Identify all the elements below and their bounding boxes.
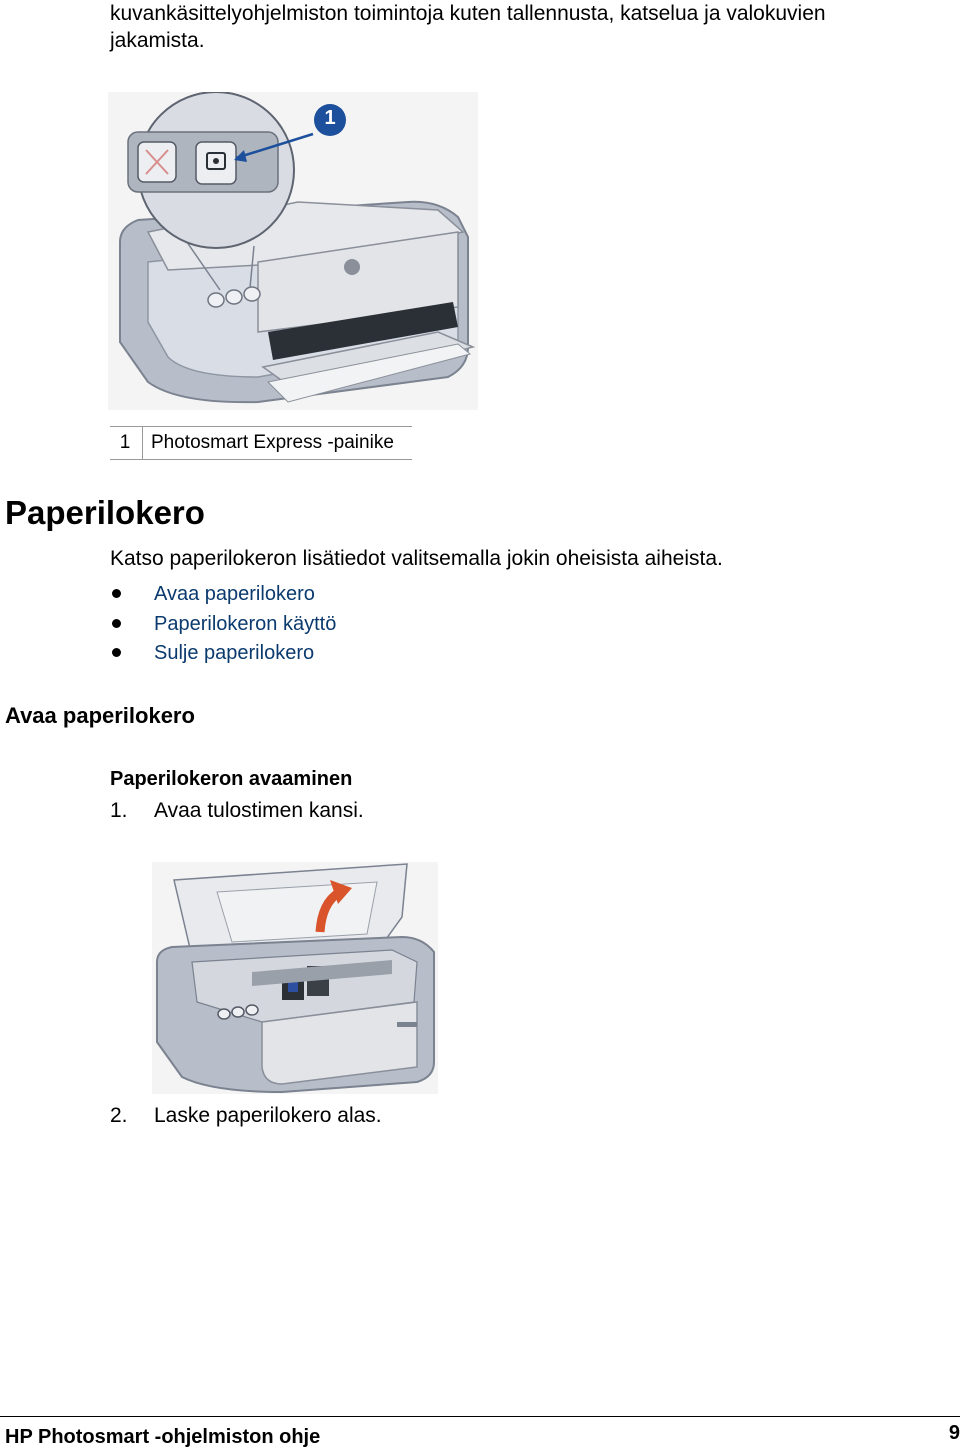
figure-legend — [110, 426, 412, 460]
intro-line-1: kuvankäsittelyohjelmiston toimintoja kuten tallennusta, katselua ja valokuvien — [110, 2, 826, 25]
intro-line-2: jakamista. — [110, 29, 205, 52]
legend-divider — [142, 427, 143, 459]
step-2-text: Laske paperilokero alas. — [154, 1104, 382, 1127]
page-number: 9 — [948, 1422, 960, 1444]
step-1-number: 1. — [110, 799, 128, 822]
callout-number: 1 — [324, 107, 336, 129]
bullet-dot — [112, 619, 121, 628]
footer-title: HP Photosmart -ohjelmiston ohje — [5, 1426, 321, 1448]
link-paperilokeron-kaytto[interactable]: Paperilokeron käyttö — [154, 613, 337, 635]
section-title: Paperilokero — [5, 494, 205, 531]
procedure-title: Paperilokeron avaaminen — [110, 768, 353, 790]
legend-number: 1 — [119, 432, 131, 453]
legend-text: Photosmart Express -painike — [151, 432, 394, 453]
section-intro: Katso paperilokeron lisätiedot valitsemalla jokin oheisista aiheista. — [110, 547, 723, 570]
printer-illustration — [108, 92, 478, 410]
bullet-dot — [112, 589, 121, 598]
bullet-dot — [112, 648, 121, 657]
subsection-title: Avaa paperilokero — [5, 703, 195, 728]
step-1-text: Avaa tulostimen kansi. — [154, 799, 364, 822]
printer-open-lid-illustration — [152, 862, 438, 1094]
link-avaa-paperilokero[interactable]: Avaa paperilokero — [154, 583, 315, 605]
footer-rule — [0, 1416, 960, 1417]
link-sulje-paperilokero[interactable]: Sulje paperilokero — [154, 642, 315, 664]
step-2-number: 2. — [110, 1104, 128, 1127]
